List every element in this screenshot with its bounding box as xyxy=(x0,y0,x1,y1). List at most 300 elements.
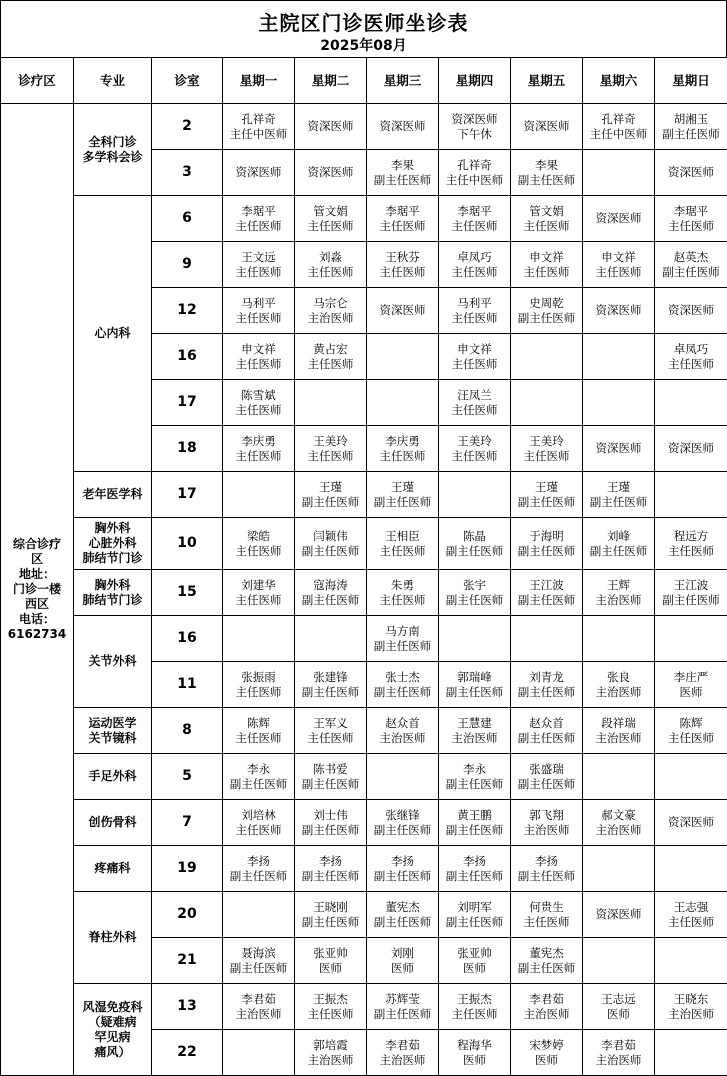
cell-line: 王晓刚 xyxy=(295,900,366,915)
cell-line: 申文祥 xyxy=(511,250,582,265)
doctor-cell xyxy=(511,892,583,938)
column-header: 星期五 xyxy=(511,58,583,104)
cell-line: 李琚平 xyxy=(223,204,294,219)
cell-line: 李永 xyxy=(439,762,510,777)
cell-line: 马利平 xyxy=(223,296,294,311)
cell-line: 李庆勇 xyxy=(223,434,294,449)
department-cell xyxy=(74,846,152,892)
cell-line: 刘明军 xyxy=(439,900,510,915)
column-header: 星期六 xyxy=(583,58,655,104)
room-number: 5 xyxy=(152,754,223,800)
cell-line: 主任中医师 xyxy=(439,173,510,188)
doctor-cell xyxy=(295,196,367,242)
cell-line: 6162734 xyxy=(1,627,73,642)
cell-line: 副主任医师 xyxy=(511,173,582,188)
doctor-cell xyxy=(223,518,295,570)
cell-line: 王瑾 xyxy=(367,480,438,495)
doctor-cell xyxy=(295,518,367,570)
room-number: 17 xyxy=(152,380,223,426)
doctor-cell xyxy=(583,288,655,334)
cell-line: 赵英杰 xyxy=(655,250,727,265)
doctor-cell xyxy=(655,708,727,754)
doctor-cell xyxy=(367,570,439,616)
cell-line: 下午休 xyxy=(439,127,510,142)
table-row xyxy=(1,570,727,616)
cell-line: 副主任医师 xyxy=(367,869,438,884)
cell-line: 李琚平 xyxy=(367,204,438,219)
cell-line: 主任医师 xyxy=(367,265,438,280)
cell-line: 王辉 xyxy=(583,578,654,593)
cell-line: 主任医师 xyxy=(655,219,727,234)
doctor-cell xyxy=(583,472,655,518)
doctor-cell xyxy=(439,380,511,426)
room-number: 9 xyxy=(152,242,223,288)
cell-line: 聂海滨 xyxy=(223,946,294,961)
cell-line: 主治医师 xyxy=(439,731,510,746)
doctor-cell xyxy=(295,242,367,288)
doctor-cell xyxy=(223,662,295,708)
cell-line: 寇海涛 xyxy=(295,578,366,593)
doctor-cell xyxy=(583,518,655,570)
cell-line: 主任医师 xyxy=(439,265,510,280)
room-number: 19 xyxy=(152,846,223,892)
cell-line: 陈辉 xyxy=(655,716,727,731)
cell-line: 胸外科 xyxy=(74,521,151,536)
cell-line: 副主任医师 xyxy=(655,265,727,280)
doctor-cell xyxy=(223,150,295,196)
doctor-cell xyxy=(223,892,295,938)
cell-line: 主任医师 xyxy=(223,685,294,700)
cell-line: 医师 xyxy=(367,961,438,976)
cell-line: 主治医师 xyxy=(367,731,438,746)
doctor-cell xyxy=(367,754,439,800)
doctor-cell xyxy=(223,196,295,242)
room-number: 13 xyxy=(152,984,223,1030)
cell-line: 主治医师 xyxy=(583,593,654,608)
doctor-cell xyxy=(583,984,655,1030)
doctor-cell xyxy=(655,104,727,150)
cell-line: 副主任医师 xyxy=(511,777,582,792)
doctor-cell xyxy=(583,426,655,472)
cell-line: 王慧建 xyxy=(439,716,510,731)
column-header: 诊室 xyxy=(152,58,223,104)
cell-line: 主任医师 xyxy=(223,544,294,559)
room-number: 18 xyxy=(152,426,223,472)
table-row xyxy=(1,104,727,150)
cell-line: 资深医师 xyxy=(583,441,654,456)
doctor-cell xyxy=(439,616,511,662)
cell-line: 痛风） xyxy=(74,1045,151,1060)
cell-line: 张亚帅 xyxy=(295,946,366,961)
header-row xyxy=(1,58,727,104)
doctor-cell xyxy=(367,616,439,662)
doctor-cell xyxy=(655,150,727,196)
cell-line: 副主任医师 xyxy=(655,127,727,142)
doctor-cell xyxy=(223,334,295,380)
room-number: 2 xyxy=(152,104,223,150)
doctor-cell xyxy=(439,984,511,1030)
cell-line: 副主任医师 xyxy=(295,685,366,700)
department-cell xyxy=(74,616,152,708)
doctor-cell xyxy=(295,570,367,616)
cell-line: 副主任医师 xyxy=(223,777,294,792)
cell-line: 疼痛科 xyxy=(74,861,151,876)
cell-line: 主任医师 xyxy=(439,219,510,234)
doctor-cell xyxy=(655,938,727,984)
doctor-cell xyxy=(439,104,511,150)
cell-line: 郝文豪 xyxy=(583,808,654,823)
doctor-cell xyxy=(655,892,727,938)
doctor-cell xyxy=(223,938,295,984)
cell-line: 刘青龙 xyxy=(511,670,582,685)
cell-line: 主治医师 xyxy=(295,1053,366,1068)
doctor-cell xyxy=(223,754,295,800)
doctor-cell xyxy=(655,984,727,1030)
cell-line: 副主任医师 xyxy=(439,685,510,700)
cell-line: 主治医师 xyxy=(583,823,654,838)
doctor-cell xyxy=(583,754,655,800)
cell-line: 王瑾 xyxy=(511,480,582,495)
cell-line: 张振雨 xyxy=(223,670,294,685)
doctor-cell xyxy=(655,472,727,518)
cell-line: 主任医师 xyxy=(223,311,294,326)
doctor-cell xyxy=(439,472,511,518)
cell-line: 主任医师 xyxy=(223,731,294,746)
cell-line: 孔祥奇 xyxy=(223,112,294,127)
table-row xyxy=(1,754,727,800)
column-header: 专业 xyxy=(74,58,152,104)
doctor-cell xyxy=(367,242,439,288)
doctor-cell xyxy=(583,380,655,426)
cell-line: 主任医师 xyxy=(367,593,438,608)
cell-line: 西区 xyxy=(1,597,73,612)
department-cell xyxy=(74,472,152,518)
cell-line: 综合诊疗 xyxy=(1,537,73,552)
cell-line: 医师 xyxy=(583,1007,654,1022)
room-number: 7 xyxy=(152,800,223,846)
doctor-cell xyxy=(295,380,367,426)
doctor-cell xyxy=(367,472,439,518)
doctor-cell xyxy=(511,380,583,426)
cell-line: 王振杰 xyxy=(295,992,366,1007)
doctor-cell xyxy=(511,616,583,662)
doctor-cell xyxy=(511,472,583,518)
doctor-cell xyxy=(583,1030,655,1076)
doctor-cell xyxy=(439,938,511,984)
cell-line: 主任医师 xyxy=(295,449,366,464)
room-number: 10 xyxy=(152,518,223,570)
doctor-cell xyxy=(295,892,367,938)
cell-line: 副主任医师 xyxy=(223,869,294,884)
table-row xyxy=(1,846,727,892)
cell-line: 资深医师 xyxy=(583,907,654,922)
room-number: 6 xyxy=(152,196,223,242)
cell-line: 副主任医师 xyxy=(655,593,727,608)
cell-line: 主治医师 xyxy=(295,311,366,326)
cell-line: 李琚平 xyxy=(655,204,727,219)
doctor-cell xyxy=(511,984,583,1030)
doctor-cell xyxy=(583,616,655,662)
cell-line: 副主任医师 xyxy=(583,495,654,510)
cell-line: 主任中医师 xyxy=(223,127,294,142)
doctor-cell xyxy=(223,242,295,288)
doctor-cell xyxy=(223,984,295,1030)
cell-line: 李君茹 xyxy=(223,992,294,1007)
cell-line: 副主任医师 xyxy=(439,593,510,608)
cell-line: 全科门诊 xyxy=(74,135,151,150)
page-title: 主院区门诊医师坐诊表 xyxy=(1,7,726,36)
cell-line: 刘峰 xyxy=(583,529,654,544)
cell-line: 主任医师 xyxy=(367,449,438,464)
doctor-cell xyxy=(439,334,511,380)
doctor-cell xyxy=(583,334,655,380)
cell-line: 主治医师 xyxy=(511,1007,582,1022)
cell-line: 资深医师 xyxy=(367,119,438,134)
cell-line: 资深医师 xyxy=(439,112,510,127)
cell-line: 副主任医师 xyxy=(511,495,582,510)
cell-line: 李君茹 xyxy=(583,1038,654,1053)
cell-line: 王美玲 xyxy=(511,434,582,449)
doctor-cell xyxy=(511,754,583,800)
doctor-cell xyxy=(295,1030,367,1076)
cell-line: 张盛瑞 xyxy=(511,762,582,777)
room-number: 15 xyxy=(152,570,223,616)
doctor-cell xyxy=(655,334,727,380)
cell-line: 王晓东 xyxy=(655,992,727,1007)
cell-line: 程海华 xyxy=(439,1038,510,1053)
column-header: 星期日 xyxy=(655,58,727,104)
cell-line: 刘培林 xyxy=(223,808,294,823)
table-row xyxy=(1,984,727,1030)
cell-line: 主任医师 xyxy=(367,219,438,234)
cell-line: 李君茹 xyxy=(367,1038,438,1053)
cell-line: 医师 xyxy=(655,685,727,700)
doctor-cell xyxy=(223,800,295,846)
doctor-cell xyxy=(295,662,367,708)
doctor-cell xyxy=(439,846,511,892)
cell-line: 黄占宏 xyxy=(295,342,366,357)
cell-line: 资深医师 xyxy=(583,303,654,318)
cell-line: 何贵生 xyxy=(511,900,582,915)
room-number: 11 xyxy=(152,662,223,708)
doctor-cell xyxy=(439,570,511,616)
cell-line: 副主任医师 xyxy=(295,593,366,608)
cell-line: 副主任医师 xyxy=(295,495,366,510)
cell-line: 主任医师 xyxy=(655,731,727,746)
cell-line: 主任医师 xyxy=(223,403,294,418)
doctor-cell xyxy=(511,570,583,616)
cell-line: 副主任医师 xyxy=(511,869,582,884)
cell-line: 主任医师 xyxy=(655,544,727,559)
doctor-cell xyxy=(655,616,727,662)
cell-line: 主治医师 xyxy=(367,1053,438,1068)
cell-line: 胡湘玉 xyxy=(655,112,727,127)
cell-line: 马宗仑 xyxy=(295,296,366,311)
cell-line: 李庆勇 xyxy=(367,434,438,449)
cell-line: 李琚平 xyxy=(439,204,510,219)
doctor-cell xyxy=(511,196,583,242)
department-cell xyxy=(74,984,152,1076)
doctor-cell xyxy=(511,800,583,846)
cell-line: 闫颖伟 xyxy=(295,529,366,544)
cell-line: 副主任医师 xyxy=(367,823,438,838)
cell-line: 黄王鹏 xyxy=(439,808,510,823)
cell-line: 罕见病 xyxy=(74,1030,151,1045)
doctor-cell xyxy=(439,196,511,242)
doctor-cell xyxy=(439,892,511,938)
cell-line: 医师 xyxy=(511,1053,582,1068)
cell-line: 主治医师 xyxy=(511,823,582,838)
cell-line: 资深医师 xyxy=(295,165,366,180)
doctor-cell xyxy=(583,196,655,242)
doctor-cell xyxy=(583,938,655,984)
room-number: 8 xyxy=(152,708,223,754)
cell-line: 王文远 xyxy=(223,250,294,265)
department-cell xyxy=(74,104,152,196)
doctor-cell xyxy=(223,104,295,150)
cell-line: 卓凤巧 xyxy=(439,250,510,265)
cell-line: 主任医师 xyxy=(655,915,727,930)
cell-line: 于海明 xyxy=(511,529,582,544)
cell-line: 创伤骨科 xyxy=(74,815,151,830)
doctor-cell xyxy=(511,334,583,380)
doctor-cell xyxy=(511,662,583,708)
cell-line: 关节外科 xyxy=(74,654,151,669)
doctor-cell xyxy=(295,754,367,800)
cell-line: 脊柱外科 xyxy=(74,930,151,945)
cell-line: 赵众首 xyxy=(511,716,582,731)
cell-line: 朱勇 xyxy=(367,578,438,593)
cell-line: 李庄严 xyxy=(655,670,727,685)
cell-line: 副主任医师 xyxy=(511,731,582,746)
cell-line: 主任医师 xyxy=(295,731,366,746)
cell-line: 副主任医师 xyxy=(367,495,438,510)
cell-line: 主治医师 xyxy=(655,1007,727,1022)
table-row xyxy=(1,616,727,662)
doctor-cell xyxy=(367,938,439,984)
cell-line: 苏辉莹 xyxy=(367,992,438,1007)
doctor-cell xyxy=(511,846,583,892)
doctor-cell xyxy=(367,892,439,938)
cell-line: 主任医师 xyxy=(511,265,582,280)
cell-line: 李果 xyxy=(511,158,582,173)
doctor-cell xyxy=(295,426,367,472)
cell-line: 张宇 xyxy=(439,578,510,593)
cell-line: 多学科会诊 xyxy=(74,150,151,165)
cell-line: 胸外科 xyxy=(74,578,151,593)
cell-line: 主任医师 xyxy=(295,1007,366,1022)
cell-line: 张良 xyxy=(583,670,654,685)
doctor-cell xyxy=(655,380,727,426)
cell-line: 王志强 xyxy=(655,900,727,915)
cell-line: 电话： xyxy=(1,612,73,627)
room-number: 12 xyxy=(152,288,223,334)
doctor-cell xyxy=(223,570,295,616)
doctor-cell xyxy=(367,104,439,150)
page-subtitle: 2025年08月 xyxy=(1,35,726,55)
doctor-cell xyxy=(439,518,511,570)
doctor-cell xyxy=(295,334,367,380)
cell-line: 张建锋 xyxy=(295,670,366,685)
table-row xyxy=(1,800,727,846)
doctor-cell xyxy=(511,242,583,288)
doctor-cell xyxy=(367,984,439,1030)
doctor-cell xyxy=(223,846,295,892)
doctor-cell xyxy=(367,708,439,754)
cell-line: 副主任医师 xyxy=(511,961,582,976)
doctor-cell xyxy=(223,288,295,334)
room-number: 17 xyxy=(152,472,223,518)
doctor-cell xyxy=(511,150,583,196)
cell-line: 资深医师 xyxy=(295,119,366,134)
cell-line: 副主任医师 xyxy=(367,915,438,930)
table-row xyxy=(1,472,727,518)
doctor-cell xyxy=(655,662,727,708)
doctor-cell xyxy=(655,426,727,472)
doctor-cell xyxy=(439,708,511,754)
cell-line: 主治医师 xyxy=(583,1053,654,1068)
doctor-cell xyxy=(367,846,439,892)
doctor-cell xyxy=(655,846,727,892)
doctor-cell xyxy=(367,196,439,242)
doctor-cell xyxy=(511,708,583,754)
doctor-cell xyxy=(295,104,367,150)
doctor-cell xyxy=(583,846,655,892)
cell-line: 副主任医师 xyxy=(511,544,582,559)
cell-line: 王瑾 xyxy=(583,480,654,495)
doctor-cell xyxy=(367,334,439,380)
doctor-cell xyxy=(655,754,727,800)
table-row xyxy=(1,518,727,570)
cell-line: 主任医师 xyxy=(439,1007,510,1022)
doctor-cell xyxy=(223,1030,295,1076)
cell-line: 李扬 xyxy=(295,854,366,869)
cell-line: 主任医师 xyxy=(511,219,582,234)
room-number: 16 xyxy=(152,616,223,662)
cell-line: 关节镜科 xyxy=(74,731,151,746)
cell-line: 王美玲 xyxy=(439,434,510,449)
cell-line: 主任医师 xyxy=(223,219,294,234)
doctor-cell xyxy=(439,1030,511,1076)
cell-line: 副主任医师 xyxy=(367,639,438,654)
cell-line: 孔祥奇 xyxy=(439,158,510,173)
cell-line: 心内科 xyxy=(74,326,151,341)
department-cell xyxy=(74,518,152,570)
cell-line: 郭培霞 xyxy=(295,1038,366,1053)
cell-line: 李果 xyxy=(367,158,438,173)
cell-line: 主任医师 xyxy=(511,449,582,464)
doctor-cell xyxy=(367,426,439,472)
cell-line: 陈辉 xyxy=(223,716,294,731)
cell-line: 运动医学 xyxy=(74,716,151,731)
title-area xyxy=(0,0,727,57)
cell-line: 张士杰 xyxy=(367,670,438,685)
cell-line: 地址： xyxy=(1,567,73,582)
cell-line: 副主任医师 xyxy=(511,685,582,700)
cell-line: 主治医师 xyxy=(583,685,654,700)
cell-line: 刘刚 xyxy=(367,946,438,961)
cell-line: 门诊一楼 xyxy=(1,582,73,597)
doctor-cell xyxy=(367,150,439,196)
cell-line: 资深医师 xyxy=(583,211,654,226)
doctor-cell xyxy=(367,288,439,334)
doctor-cell xyxy=(439,754,511,800)
cell-line: 李扬 xyxy=(511,854,582,869)
cell-line: 王秋芬 xyxy=(367,250,438,265)
cell-line: 风湿免疫科 xyxy=(74,1000,151,1015)
column-header: 星期三 xyxy=(367,58,439,104)
doctor-cell xyxy=(583,104,655,150)
